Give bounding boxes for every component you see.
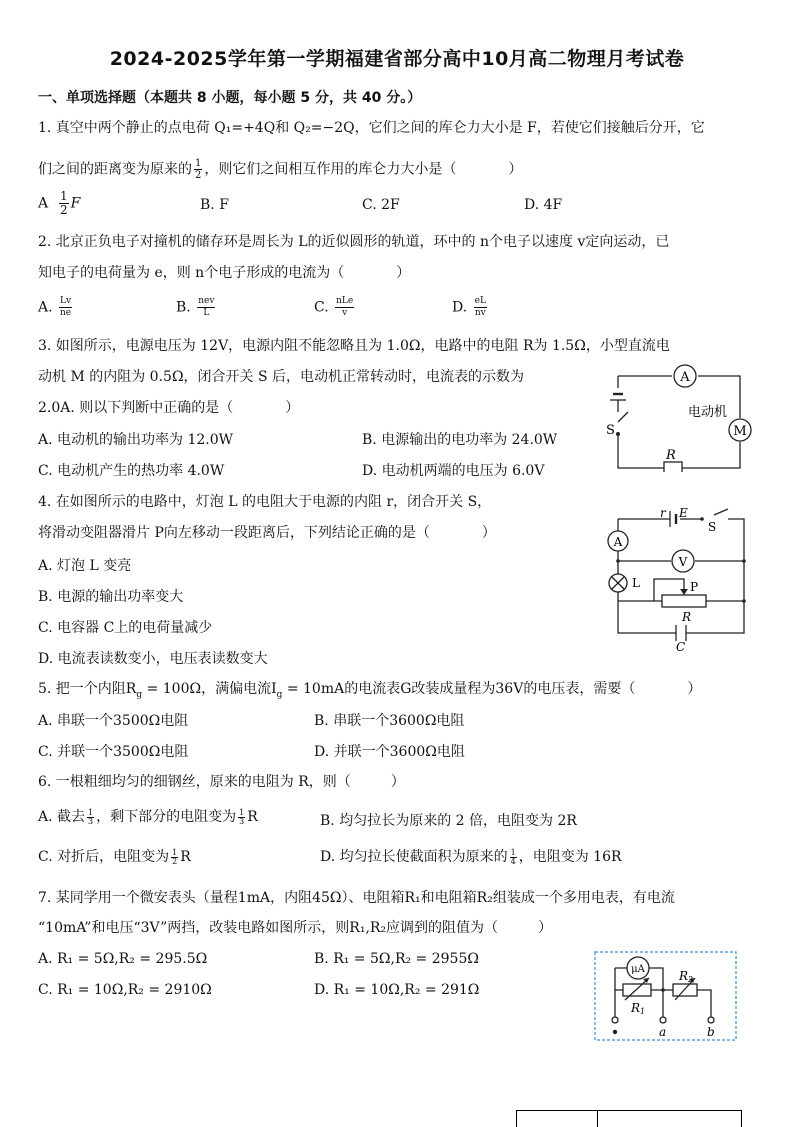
rheostat-label: R (682, 610, 692, 624)
q1-option-c: C. 2F (362, 197, 400, 213)
q4-option-c: C. 电容器 C上的电荷量减少 (38, 620, 213, 636)
q7-circuit-diagram (593, 950, 739, 1044)
q6-option-d: D. 均匀拉长使截面积为原来的 $\frac{1}{4}$ ，电阻变为 16R (320, 847, 622, 866)
q7-line1: 7. 某同学用一个微安表头（量程1mA，内阻45Ω）、电阻箱R₁和电阻箱R₂组装成一个多用电表，有电流 (38, 890, 675, 906)
q4-line1: 4. 在如图所示的电路中，灯泡 L 的电阻大于电源的内阻 r，闭合开关 S， (38, 494, 492, 510)
voltmeter-label: V (678, 555, 688, 569)
capacitor-label: C (676, 640, 686, 654)
q4-circuit-diagram (602, 505, 752, 655)
r1-label: R1 (631, 1001, 646, 1016)
ammeter-label: A (613, 535, 623, 549)
switch-label: S (606, 423, 615, 438)
internal-resistance-label: r (660, 506, 666, 520)
q1-option-b: B. F (200, 197, 229, 213)
q4-option-a: A. 灯泡 L 变亮 (38, 558, 132, 574)
q7-option-a: A. R₁ = 5Ω,R₂ = 295.5Ω (38, 951, 208, 967)
q6-line1: 6. 一根粗细均匀的细钢丝，原来的电阻为 R，则（ ） (38, 774, 405, 790)
q5-option-d: D. 并联一个3600Ω电阻 (314, 744, 465, 760)
q2-line1: 2. 北京正负电子对撞机的储存环是周长为 L的近似圆形的轨道，环中的 n个电子以速度 v定向运动，已 (38, 234, 670, 250)
q3-line3: 2.0A. 则以下判断中正确的是（ ） (38, 400, 300, 416)
q6-option-c: C. 对折后，电阻变为 $\frac{1}{2}$ R (38, 847, 191, 866)
q7-line2: “10mA”和电压“3V”两挡，改装电路如图所示，则R₁,R₂应调到的阻值为（ ） (38, 920, 553, 936)
section-heading: 一、单项选择题（本题共 8 小题，每小题 5 分，共 40 分。） (38, 90, 422, 106)
ammeter-label: A (680, 370, 690, 385)
motor-symbol-label: M (733, 424, 747, 439)
q1-option-d: D. 4F (524, 197, 563, 213)
lamp-label: L (632, 576, 640, 590)
q1-option-a: A $\frac{1}{2}$ F (38, 189, 81, 217)
terminal-b-label: b (707, 1025, 715, 1039)
q7-option-d: D. R₁ = 10Ω,R₂ = 291Ω (314, 982, 480, 998)
terminal-a-label: a (659, 1025, 667, 1039)
q6-option-b: B. 均匀拉长为原来的 2 倍，电阻变为 2R (320, 813, 577, 829)
q3-line2: 动机 M 的内阻为 0.5Ω，闭合开关 S 后，电动机正常转动时，电流表的示数为 (38, 369, 525, 385)
q5-option-c: C. 并联一个3500Ω电阻 (38, 744, 189, 760)
q1-line2: 们之间的距离变为原来的 $\frac{1}{2}$ ，则它们之间相互作用的库仑力大小是（ ） (38, 158, 523, 181)
resistor-label: R (666, 448, 676, 463)
q3-line1: 3. 如图所示，电源电压为 12V，电源内阻不能忽略且为 1.0Ω，电路中的电阻 R为 1.5Ω，小型直流电 (38, 338, 670, 354)
microammeter-label: μA (631, 964, 645, 975)
q2-line2: 知电子的电荷量为 e，则 n个电子形成的电流为（ ） (38, 265, 411, 281)
q3-option-d: D. 电动机两端的电压为 6.0V (362, 463, 545, 479)
q3-option-c: C. 电动机产生的热功率 4.0W (38, 463, 225, 479)
q2-option-b: B. $\frac{\text{nev}}{L}$ (176, 296, 215, 318)
r2-label: R2 (679, 969, 694, 984)
switch-label: S (708, 520, 717, 534)
q2-option-d: D. $\frac{eL}{nv}$ (452, 296, 486, 318)
q2-option-a: A. $\frac{Lv}{ne}$ (38, 296, 72, 318)
exam-title: 2024-2025学年第一学期福建省部分高中10月高二物理月考试卷 (109, 48, 685, 70)
q7-option-c: C. R₁ = 10Ω,R₂ = 2910Ω (38, 982, 212, 998)
motor-label: 电动机 (688, 405, 728, 420)
score-table (516, 1110, 742, 1127)
q5-line1: 5. 把一个内阻$R_g = 100\Omega$，满偏电流$I_g = 10mA$的电流表G改装成量程为36V的电压表，需要（ ） (38, 681, 702, 700)
q1-line1: 1. 真空中两个静止的点电荷 Q₁=+4Q和 Q₂=−2Q，它们之间的库仑力大小是 F，若使它们接触后分开，它 (38, 120, 705, 136)
emf-label: E (679, 506, 688, 520)
q3-option-a: A. 电动机的输出功率为 12.0W (38, 432, 234, 448)
q4-option-b: B. 电源的输出功率变大 (38, 589, 184, 605)
q4-line2: 将滑动变阻器滑片 P向左移动一段距离后，下列结论正确的是（ ） (38, 525, 496, 541)
q7-option-b: B. R₁ = 5Ω,R₂ = 2955Ω (314, 951, 479, 967)
q2-option-c: C. $\frac{\text{nLe}}{v}$ (314, 296, 354, 318)
q6-option-a: A. 截去 $\frac{1}{3}$ ，剩下部分的电阻变为 $\frac{1}{3}$ R (38, 807, 258, 826)
q5-option-b: B. 串联一个3600Ω电阻 (314, 713, 465, 729)
q3-option-b: B. 电源输出的电功率为 24.0W (362, 432, 558, 448)
fraction: $\frac{1}{2}$ (195, 158, 202, 181)
slider-label: P (690, 580, 699, 594)
q5-option-a: A. 串联一个3500Ω电阻 (38, 713, 189, 729)
q3-circuit-diagram (600, 362, 760, 472)
q4-option-d: D. 电流表读数变小，电压表读数变大 (38, 651, 268, 667)
